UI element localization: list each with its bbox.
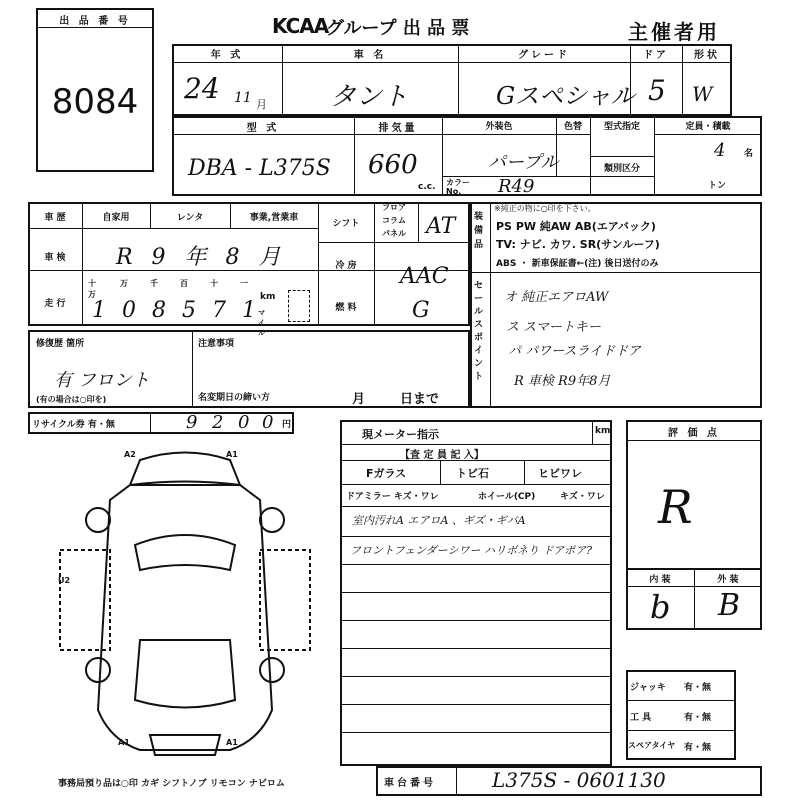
caution-label: 注意事項 <box>198 339 235 349</box>
mileage-label: 走 行 <box>44 299 66 309</box>
inspector-note: フロントフェンダーシワー ハリボネり ドアポア? <box>350 544 593 557</box>
year-label: 年 式 <box>210 50 244 61</box>
shift-opt-column: コラム <box>382 216 406 225</box>
org-logo: KCAA <box>272 14 329 38</box>
repair-value: 有 フロント <box>54 370 150 391</box>
tool-value: 有・無 <box>684 713 712 723</box>
recycle-digit: 0 <box>238 412 250 433</box>
car-damage-diagram <box>40 440 330 770</box>
km-unit: km <box>260 292 276 302</box>
grade-label: グレード <box>518 50 570 61</box>
inspector-label: 【査 定 員 記 入】 <box>400 450 484 461</box>
ac-label: 冷 房 <box>335 261 357 271</box>
mileage-digit: 1 <box>242 298 256 323</box>
color-change-label: 色替 <box>563 122 582 132</box>
exterior-label: 外 装 <box>717 575 739 585</box>
lot-number: 8084 <box>51 82 139 122</box>
type-designation-label: 型式指定 <box>603 122 640 132</box>
damage-mark: A1 <box>226 738 238 747</box>
jack-value: 有・無 <box>684 683 712 693</box>
exterior-value: B <box>718 588 741 623</box>
damage-mark: A1 <box>118 738 130 747</box>
mileage-digit: 1 <box>92 298 106 323</box>
mile-unit: マイル <box>258 309 265 337</box>
capacity-value: 4 <box>714 140 726 161</box>
exterior-color-label: 外装色 <box>485 122 513 132</box>
shaken-label: 車 検 <box>44 253 66 263</box>
displacement-unit: c.c. <box>418 182 436 192</box>
equipment-note: ※純正の物に○印を下さい。 <box>494 204 596 213</box>
recycle-label: リサイクル券 有・無 <box>32 420 115 430</box>
equipment-line3: ABS ・ 新車保証書←(注) 後日送付のみ <box>496 259 659 269</box>
inspect-item: ホイール(CP) <box>478 492 536 502</box>
mileage-digit: 7 <box>212 298 226 323</box>
inspect-item: ドアミラー キズ・ワレ <box>346 492 439 502</box>
evaluation-score: R <box>658 480 693 534</box>
mileage-check-box[interactable] <box>288 290 310 322</box>
recycle-digit: 0 <box>262 412 274 433</box>
car-name-value: タント <box>330 82 409 112</box>
sales-points-label: セールスポイント <box>474 281 484 382</box>
sales-point: オ 純正エアロAW <box>504 290 609 305</box>
displacement-label: 排気量 <box>378 123 418 134</box>
repair-note: (有の場合は○印を) <box>36 395 107 404</box>
month-value: 11 <box>234 90 252 106</box>
lot-label: 出 品 番 号 <box>38 12 152 28</box>
shaken-value: R 9 年 8 月 <box>116 245 287 270</box>
business-option: 事業,営業車 <box>249 213 299 223</box>
fuel-value: G <box>412 298 430 323</box>
tool-label: 工 具 <box>630 713 652 723</box>
chassis-value: L375S - 0601130 <box>492 768 666 792</box>
shift-opt-panel: パネル <box>382 229 406 238</box>
jack-label: ジャッキ <box>630 683 666 693</box>
color-no-value: R49 <box>498 176 535 197</box>
inspect-item: キズ・ワレ <box>560 492 605 502</box>
capacity-label: 定員・積載 <box>685 122 731 132</box>
capacity-unit: 名 <box>744 149 754 159</box>
doors-value: 5 <box>648 74 666 107</box>
inspect-item: ヒビワレ <box>538 467 582 480</box>
year-value: 24 <box>184 72 220 105</box>
inspector-note: 室内汚れA エアロA 、ギズ・ギバA <box>352 514 526 527</box>
inspect-item: トビ石 <box>456 467 489 480</box>
page-title: グループ 出 品 票 <box>326 18 470 39</box>
month-unit: 月 <box>256 98 267 111</box>
shift-opt-floor: フロア <box>382 203 406 212</box>
model-label: 型 式 <box>246 123 280 134</box>
private-use-option: 自家用 <box>102 213 130 223</box>
rental-option: レンタ <box>176 213 204 223</box>
name-change-month: 月 <box>352 392 366 407</box>
spare-tire-value: 有・無 <box>684 743 712 753</box>
interior-label: 内 装 <box>649 575 671 585</box>
mileage-digit: 0 <box>122 298 136 323</box>
mileage-digit: 5 <box>182 298 196 323</box>
meter-unit: km <box>595 426 611 436</box>
damage-mark: A2 <box>124 450 136 459</box>
damage-mark: A1 <box>226 450 238 459</box>
name-change-label: 名変期日の締い方 <box>198 393 271 403</box>
sales-point: R 車検 R9年8月 <box>514 374 611 389</box>
evaluation-label: 評 価 点 <box>668 428 720 439</box>
interior-value: b <box>650 588 671 626</box>
damage-mark: U2 <box>58 576 71 585</box>
exterior-color-value: パープル <box>488 152 559 173</box>
chassis-label: 車台番号 <box>384 778 436 789</box>
color-no-label: カラー No. <box>446 178 470 196</box>
car-name-label: 車 名 <box>353 50 387 61</box>
ton-unit: トン <box>708 181 727 191</box>
fuel-label: 燃 料 <box>335 303 357 313</box>
category-label: 類別区分 <box>603 164 640 174</box>
equipment-line1: PS PW 純AW AB(エアバック) <box>496 220 656 233</box>
recycle-digit: 9 <box>186 412 198 433</box>
equipment-line2: TV: ナビ. カワ. SR(サンルーフ) <box>496 238 660 251</box>
keys-note: 事務局預り品は○印 カギ シフトノブ リモコン ナビロム <box>58 779 285 789</box>
sales-point: パ パワースライドドア <box>508 344 641 359</box>
inspect-item: Fガラス <box>366 467 407 480</box>
recycle-digit: 2 <box>212 412 224 433</box>
mileage-digit: 8 <box>152 298 166 323</box>
displacement-value: 660 <box>368 150 418 180</box>
equipment-side-label: 装 備 品 <box>474 212 484 250</box>
spare-tire-label: スペアタイヤ <box>628 741 676 750</box>
grade-value: Gスペシャル <box>496 82 635 110</box>
lot-number-box <box>36 8 154 172</box>
shift-value: AT <box>426 214 456 239</box>
shape-label: 形状 <box>694 50 720 61</box>
doors-label: ドア <box>643 50 669 61</box>
name-change-day: 日まで <box>400 392 440 407</box>
meter-label: 現メーター指示 <box>362 428 439 441</box>
shape-value: W <box>692 82 713 106</box>
sales-point: ス スマートキー <box>506 320 601 335</box>
history-label: 車 歴 <box>44 213 66 223</box>
copy-label: 主催者用 <box>628 20 720 44</box>
recycle-unit: 円 <box>282 420 292 430</box>
ac-value: AAC <box>400 264 449 289</box>
model-value: DBA - L375S <box>188 156 331 181</box>
repair-label: 修復歴 箇所 <box>36 339 85 349</box>
shift-label: シフト <box>332 219 360 229</box>
